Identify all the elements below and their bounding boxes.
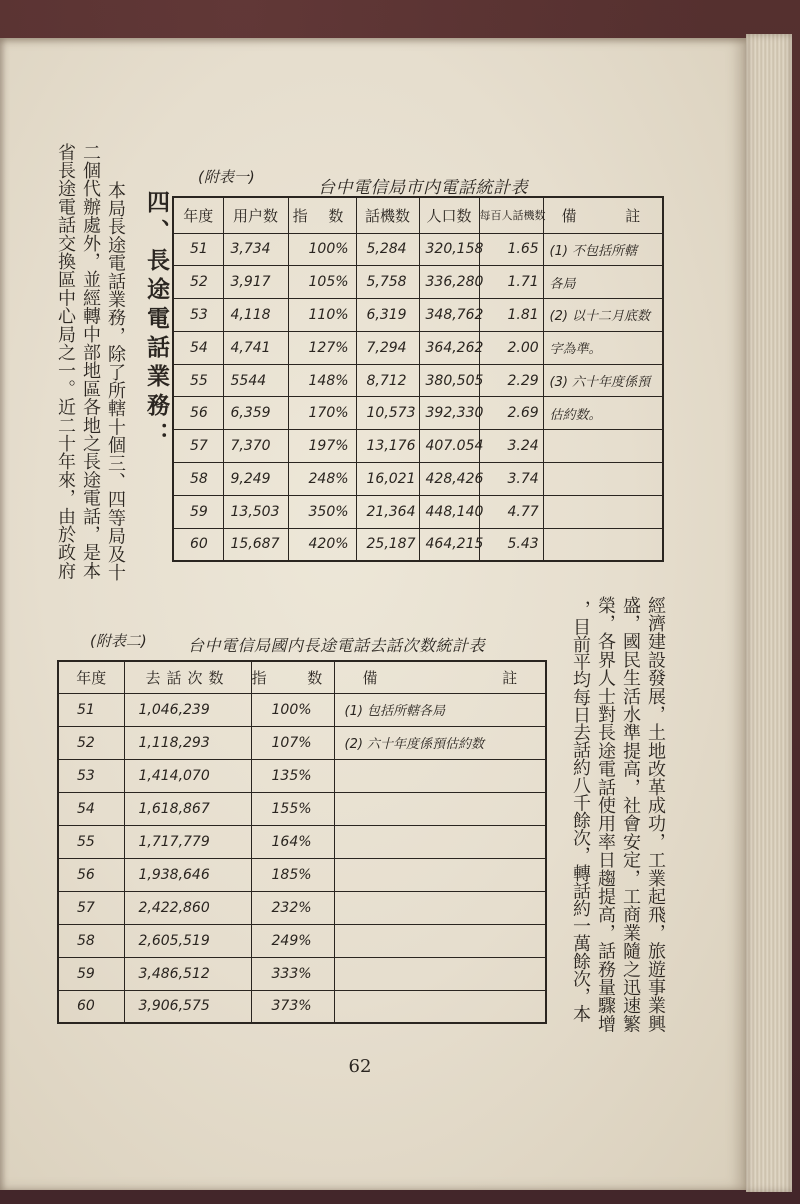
cell-note	[334, 990, 546, 1023]
cell-phones: 13,176	[356, 430, 419, 463]
body-text-line: 二個代辦處外，並經轉中部地區各地之長途電話，是本	[80, 143, 101, 580]
table-row	[173, 299, 663, 332]
cell-note	[543, 495, 663, 528]
cell-calls: 1,414,070	[124, 759, 251, 792]
cell-users: 4,741	[223, 331, 288, 364]
cell-note	[543, 463, 663, 496]
table-row	[58, 726, 546, 759]
cell-note	[334, 759, 546, 792]
cell-users: 15,687	[223, 528, 288, 561]
cell-note	[334, 858, 546, 891]
cell-users: 13,503	[223, 495, 288, 528]
cell-index: 105%	[288, 266, 356, 299]
cell-year: 52	[173, 266, 223, 299]
body-text-line: ，目前平均每日去話約八千餘次，轉話約一萬餘次，本	[570, 600, 591, 1023]
cell-population: 448,140	[419, 495, 479, 528]
header-row	[173, 197, 663, 233]
cell-note: (1) 不包括所轄	[543, 233, 663, 266]
cell-population: 392,330	[419, 397, 479, 430]
cell-index: 110%	[288, 299, 356, 332]
body-text-line: 經濟建設發展，土地改革成功，工業起飛，旅遊事業興	[645, 596, 666, 1033]
cell-population: 348,762	[419, 299, 479, 332]
cell-note	[334, 891, 546, 924]
column-header-year: 年度	[58, 661, 124, 693]
cell-year: 53	[173, 299, 223, 332]
cell-calls: 1,618,867	[124, 792, 251, 825]
cell-population: 336,280	[419, 266, 479, 299]
cell-calls: 1,046,239	[124, 693, 251, 726]
cell-index: 107%	[251, 726, 334, 759]
table-row	[58, 858, 546, 891]
column-header-note: 備 註	[543, 197, 663, 233]
cell-year: 53	[58, 759, 124, 792]
cell-note	[334, 924, 546, 957]
cell-note: 估約数。	[543, 397, 663, 430]
cell-note: 各局	[543, 266, 663, 299]
cell-index: 420%	[288, 528, 356, 561]
cell-year: 60	[173, 528, 223, 561]
cell-phones: 16,021	[356, 463, 419, 496]
cell-population: 364,262	[419, 331, 479, 364]
body-text-line: 本局長途電話業務，除了所轄十個三、四等局及十	[105, 181, 126, 582]
table-row	[58, 759, 546, 792]
cell-note: (2) 六十年度係預估約数	[334, 726, 546, 759]
cell-index: 100%	[251, 693, 334, 726]
table-row	[173, 397, 663, 430]
cell-users: 5544	[223, 364, 288, 397]
cell-users: 3,734	[223, 233, 288, 266]
table-row	[173, 331, 663, 364]
cell-phones: 6,319	[356, 299, 419, 332]
cell-note	[543, 430, 663, 463]
page-edges	[746, 34, 792, 1192]
cell-calls: 2,422,860	[124, 891, 251, 924]
column-header-users: 用户数	[223, 197, 288, 233]
cell-users: 6,359	[223, 397, 288, 430]
cell-index: 197%	[288, 430, 356, 463]
cell-per-hundred: 2.29	[479, 364, 543, 397]
cell-note: 字為準。	[543, 331, 663, 364]
cell-note	[334, 792, 546, 825]
cell-per-hundred: 2.00	[479, 331, 543, 364]
table-label: (附表一)	[198, 168, 255, 186]
cell-calls: 3,486,512	[124, 957, 251, 990]
cell-phones: 7,294	[356, 331, 419, 364]
cell-calls: 1,938,646	[124, 858, 251, 891]
cell-index: 170%	[288, 397, 356, 430]
column-header-index: 指 数	[288, 197, 356, 233]
table-title: 台中電信局市内電話統計表	[318, 178, 528, 198]
table-row	[58, 693, 546, 726]
cell-population: 428,426	[419, 463, 479, 496]
header-row	[58, 661, 546, 693]
cell-per-hundred: 4.77	[479, 495, 543, 528]
cell-note	[543, 528, 663, 561]
table-row	[173, 430, 663, 463]
cell-year: 55	[58, 825, 124, 858]
cell-year: 55	[173, 364, 223, 397]
cell-year: 57	[58, 891, 124, 924]
cell-phones: 5,758	[356, 266, 419, 299]
table-row	[173, 495, 663, 528]
cell-year: 51	[173, 233, 223, 266]
cell-per-hundred: 5.43	[479, 528, 543, 561]
statistics-table	[172, 196, 664, 562]
table-row	[173, 463, 663, 496]
cell-population: 380,505	[419, 364, 479, 397]
column-header-per-hundred: 每百人話機数	[479, 197, 543, 233]
column-header-index: 指 数	[251, 661, 334, 693]
table-row	[173, 266, 663, 299]
table-row	[58, 924, 546, 957]
table-row	[58, 990, 546, 1023]
cell-year: 54	[173, 331, 223, 364]
cell-population: 320,158	[419, 233, 479, 266]
cell-year: 59	[58, 957, 124, 990]
cell-year: 56	[58, 858, 124, 891]
cell-phones: 10,573	[356, 397, 419, 430]
cell-note: (3) 六十年度係預	[543, 364, 663, 397]
cell-year: 58	[173, 463, 223, 496]
cell-users: 3,917	[223, 266, 288, 299]
column-header-year: 年度	[173, 197, 223, 233]
cell-population: 464,215	[419, 528, 479, 561]
cell-per-hundred: 3.24	[479, 430, 543, 463]
cell-index: 185%	[251, 858, 334, 891]
cell-note	[334, 957, 546, 990]
cell-note	[334, 825, 546, 858]
cell-index: 333%	[251, 957, 334, 990]
cell-calls: 1,717,779	[124, 825, 251, 858]
column-header-phones: 話機数	[356, 197, 419, 233]
cell-year: 58	[58, 924, 124, 957]
cell-per-hundred: 1.65	[479, 233, 543, 266]
body-text-line: 省長途電話交換區中心局之一。近二十年來，由於政府	[55, 143, 76, 580]
table-row	[58, 957, 546, 990]
cell-note: (1) 包括所轄各局	[334, 693, 546, 726]
table-row	[58, 891, 546, 924]
cell-index: 249%	[251, 924, 334, 957]
table-title: 台中電信局國内長途電話去話次数統計表	[188, 636, 486, 655]
cell-users: 9,249	[223, 463, 288, 496]
cell-index: 164%	[251, 825, 334, 858]
cell-per-hundred: 2.69	[479, 397, 543, 430]
cell-phones: 8,712	[356, 364, 419, 397]
cell-year: 57	[173, 430, 223, 463]
section-heading: 四、長途電話業務：	[143, 190, 170, 451]
cell-phones: 5,284	[356, 233, 419, 266]
cell-users: 7,370	[223, 430, 288, 463]
table-row	[58, 792, 546, 825]
cell-calls: 1,118,293	[124, 726, 251, 759]
cell-year: 59	[173, 495, 223, 528]
body-text-line: 榮，各界人士對長途電話使用率日趨提高，話務量驟增	[595, 596, 616, 1033]
body-text-line: 盛，國民生活水準提高，社會安定，工商業隨之迅速繁	[620, 596, 641, 1033]
cell-population: 407.054	[419, 430, 479, 463]
cell-note: (2) 以十二月底数	[543, 299, 663, 332]
column-header-calls: 去話次数	[124, 661, 251, 693]
cell-year: 54	[58, 792, 124, 825]
cell-index: 155%	[251, 792, 334, 825]
column-header-note: 備 註	[334, 661, 546, 693]
cell-calls: 3,906,575	[124, 990, 251, 1023]
table-label: (附表二)	[90, 632, 147, 650]
cell-index: 248%	[288, 463, 356, 496]
cell-phones: 25,187	[356, 528, 419, 561]
cell-year: 56	[173, 397, 223, 430]
column-header-population: 人口数	[419, 197, 479, 233]
cell-year: 60	[58, 990, 124, 1023]
cell-year: 51	[58, 693, 124, 726]
cell-index: 100%	[288, 233, 356, 266]
statistics-table	[57, 660, 578, 1024]
cell-year: 52	[58, 726, 124, 759]
cell-per-hundred: 1.71	[479, 266, 543, 299]
table-row	[173, 233, 663, 266]
cell-phones: 21,364	[356, 495, 419, 528]
cell-users: 4,118	[223, 299, 288, 332]
cell-per-hundred: 3.74	[479, 463, 543, 496]
cell-index: 148%	[288, 364, 356, 397]
cell-index: 127%	[288, 331, 356, 364]
table-row	[58, 825, 546, 858]
table-row	[173, 364, 663, 397]
page-number: 62	[348, 1056, 372, 1077]
cell-index: 350%	[288, 495, 356, 528]
cell-index: 135%	[251, 759, 334, 792]
table-row	[173, 528, 663, 561]
cell-calls: 2,605,519	[124, 924, 251, 957]
cell-index: 373%	[251, 990, 334, 1023]
cell-index: 232%	[251, 891, 334, 924]
cell-per-hundred: 1.81	[479, 299, 543, 332]
